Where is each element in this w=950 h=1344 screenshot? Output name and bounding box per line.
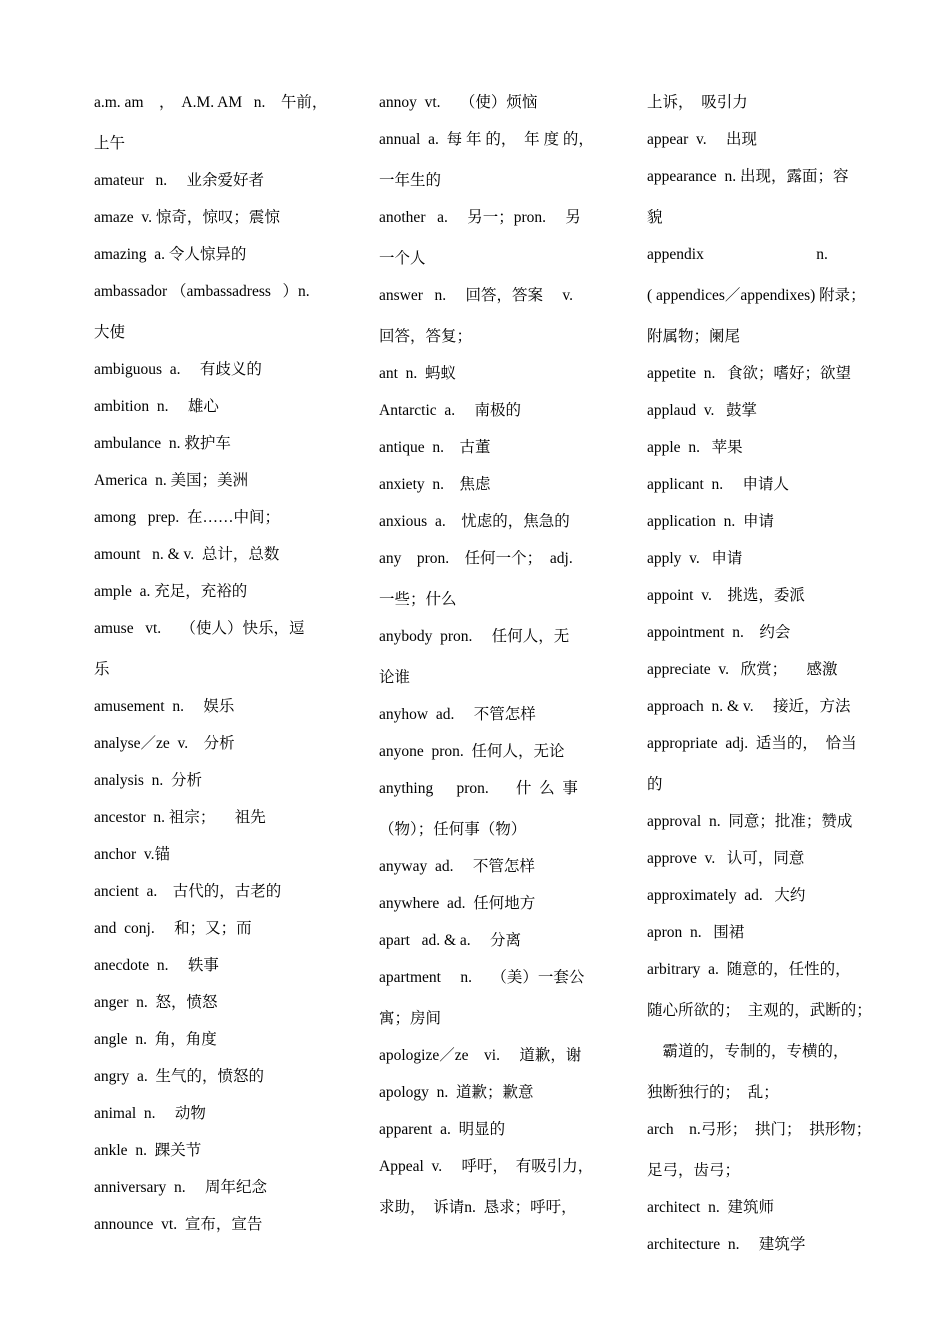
vocab-entry-line: anxiety n. 焦虑	[379, 476, 491, 493]
vocab-entry-line: appoint v. 挑选，委派	[647, 587, 805, 604]
vocab-entry-line: America n. 美国；美洲	[94, 472, 249, 489]
vocab-entry-line: Appeal v. 呼吁， 有吸引力，	[379, 1158, 594, 1175]
vocab-entry-line: apparent a. 明显的	[379, 1121, 506, 1138]
vocab-entry-line: arbitrary a. 随意的，任性的，	[647, 961, 851, 978]
vocab-entry-line: approximately ad. 大约	[647, 887, 806, 904]
vocab-entry-line: 一年生的	[379, 172, 442, 189]
vocab-entry-line: and conj. 和；又；而	[94, 920, 252, 937]
vocab-entry-line: another a. 另一；pron. 另	[379, 209, 581, 226]
vocab-entry-line: apron n. 围裙	[647, 924, 745, 941]
vocab-entry-line: answer n. 回答，答案 v.	[379, 287, 574, 304]
vocab-entry-line: anywhere ad. 任何地方	[379, 895, 536, 912]
vocab-entry-line: 上午	[94, 135, 126, 152]
vocab-entry-line: 貌	[647, 209, 663, 226]
vocab-entry-line: angle n. 角，角度	[94, 1031, 217, 1048]
vocab-entry-line: anger n. 怒，愤怒	[94, 994, 218, 1011]
vocab-entry-line: antique n. 古董	[379, 439, 491, 456]
vocab-entry-line: amount n. & v. 总计，总数	[94, 546, 280, 563]
vocab-entry-line: annoy vt. （使）烦恼	[379, 94, 538, 111]
vocab-entry-line: apply v. 申请	[647, 550, 743, 567]
vocab-entry-line: analysis n. 分析	[94, 772, 203, 789]
vocab-entry-line: apartment n. （美）一套公	[379, 969, 585, 986]
vocab-entry-line: angry a. 生气的，愤怒的	[94, 1068, 265, 1085]
vocab-entry-line: appearance n. 出现，露面；容	[647, 168, 849, 185]
vocab-entry-line: 独断独行的； 乱；	[647, 1084, 779, 1101]
vocab-entry-line: amusement n. 娱乐	[94, 698, 235, 715]
vocab-entry-line: application n. 申请	[647, 513, 774, 530]
vocab-entry-line: applicant n. 申请人	[647, 476, 790, 493]
vocab-column-3	[647, 84, 873, 1263]
vocab-entry-line: 霸道的，专制的，专横的，	[647, 1043, 849, 1060]
vocab-entry-line: 的	[647, 776, 663, 793]
vocab-entry-line: 上诉， 吸引力	[647, 94, 748, 111]
vocab-entry-line: any pron. 任何一个； adj.	[379, 550, 573, 567]
vocab-entry-line: 足弓，齿弓；	[647, 1162, 741, 1179]
vocab-entry-line: architecture n. 建筑学	[647, 1236, 806, 1253]
vocab-entry-line: appreciate v. 欣赏； 感激	[647, 661, 838, 678]
vocab-column-2	[379, 84, 601, 1226]
vocab-entry-line: 大使	[94, 324, 126, 341]
vocab-entry-line: appetite n. 食欲；嗜好；欲望	[647, 365, 852, 382]
vocab-entry-line: ambition n. 雄心	[94, 398, 219, 415]
vocab-entry-line: annual a. 每 年 的， 年 度 的，	[379, 131, 594, 148]
vocab-column-1	[94, 84, 344, 1243]
vocab-entry-line: anecdote n. 轶事	[94, 957, 219, 974]
vocab-entry-line: approve v. 认可，同意	[647, 850, 805, 867]
vocab-entry-line: ambulance n. 救护车	[94, 435, 231, 452]
vocab-entry-line: anyhow ad. 不管怎样	[379, 706, 536, 723]
vocab-entry-line: apology n. 道歉；歉意	[379, 1084, 534, 1101]
vocab-entry-line: ambassador （ambassadress ）n.	[94, 283, 310, 300]
vocab-entry-line: 寓；房间	[379, 1010, 442, 1027]
vocab-entry-line: ancient a. 古代的，古老的	[94, 883, 282, 900]
vocab-entry-line: 论谁	[379, 669, 411, 686]
vocab-entry-line: amazing a. 令人惊异的	[94, 246, 247, 263]
vocab-entry-line: anyway ad. 不管怎样	[379, 858, 535, 875]
vocab-entry-line: anxious a. 忧虑的，焦急的	[379, 513, 570, 530]
vocab-entry-line: animal n. 动物	[94, 1105, 206, 1122]
vocab-entry-line: appear v. 出现	[647, 131, 758, 148]
vocab-entry-line: applaud v. 鼓掌	[647, 402, 758, 419]
vocab-entry-line: Antarctic a. 南极的	[379, 402, 522, 419]
vocab-entry-line: architect n. 建筑师	[647, 1199, 774, 1216]
vocab-entry-line: 乐	[94, 661, 110, 678]
vocab-entry-line: amuse vt. （使人）快乐，逗	[94, 620, 305, 637]
vocab-entry-line: ancestor n. 祖宗； 祖先	[94, 809, 266, 826]
vocab-entry-line: ant n. 蚂蚁	[379, 365, 457, 382]
vocab-entry-line: 随心所欲的； 主观的，武断的；	[647, 1002, 872, 1019]
vocab-entry-line: amateur n. 业余爱好者	[94, 172, 265, 189]
vocab-entry-line: among prep. 在……中间；	[94, 509, 280, 526]
vocab-entry-line: 回答，答复；	[379, 328, 473, 345]
vocab-entry-line: ankle n. 踝关节	[94, 1142, 202, 1159]
vocab-entry-line: approval n. 同意；批准；赞成	[647, 813, 853, 830]
vocab-entry-line: appropriate adj. 适当的， 恰当	[647, 735, 857, 752]
vocab-entry-line: 求助， 诉请n. 恳求；呼吁，	[379, 1199, 577, 1216]
vocab-entry-line: amaze v. 惊奇，惊叹；震惊	[94, 209, 280, 226]
vocab-entry-line: anyone pron. 任何人，无论	[379, 743, 565, 760]
vocab-entry-line: approach n. & v. 接近，方法	[647, 698, 851, 715]
vocab-entry-line: appendix n.	[647, 246, 828, 263]
vocab-entry-line: anchor v.锚	[94, 846, 171, 863]
vocab-entry-line: arch n.弓形； 拱门； 拱形物；	[647, 1121, 872, 1138]
vocab-entry-line: ( appendices／appendixes) 附录；	[647, 287, 866, 304]
vocab-entry-line: 一个人	[379, 250, 426, 267]
vocab-entry-line: a.m. am ， A.M. AM n. 午前，	[94, 94, 328, 111]
vocab-entry-line: ample a. 充足，充裕的	[94, 583, 248, 600]
vocab-entry-line: anniversary n. 周年纪念	[94, 1179, 268, 1196]
vocab-entry-line: announce vt. 宣布，宣告	[94, 1216, 263, 1233]
vocab-entry-line: anybody pron. 任何人，无	[379, 628, 570, 645]
vocab-entry-line: （物）；任何事（物）	[379, 821, 527, 838]
vocab-entry-line: apologize／ze vi. 道歉，谢	[379, 1047, 582, 1064]
vocab-entry-line: 附属物；阑尾	[647, 328, 741, 345]
vocab-entry-line: 一些；什么	[379, 591, 457, 608]
vocab-entry-line: ambiguous a. 有歧义的	[94, 361, 262, 378]
vocab-entry-line: appointment n. 约会	[647, 624, 791, 641]
vocab-entry-line: apart ad. & a. 分离	[379, 932, 522, 949]
vocab-entry-line: analyse／ze v. 分析	[94, 735, 235, 752]
vocab-entry-line: anything pron. 什 么 事	[379, 780, 578, 797]
vocab-entry-line: apple n. 苹果	[647, 439, 743, 456]
